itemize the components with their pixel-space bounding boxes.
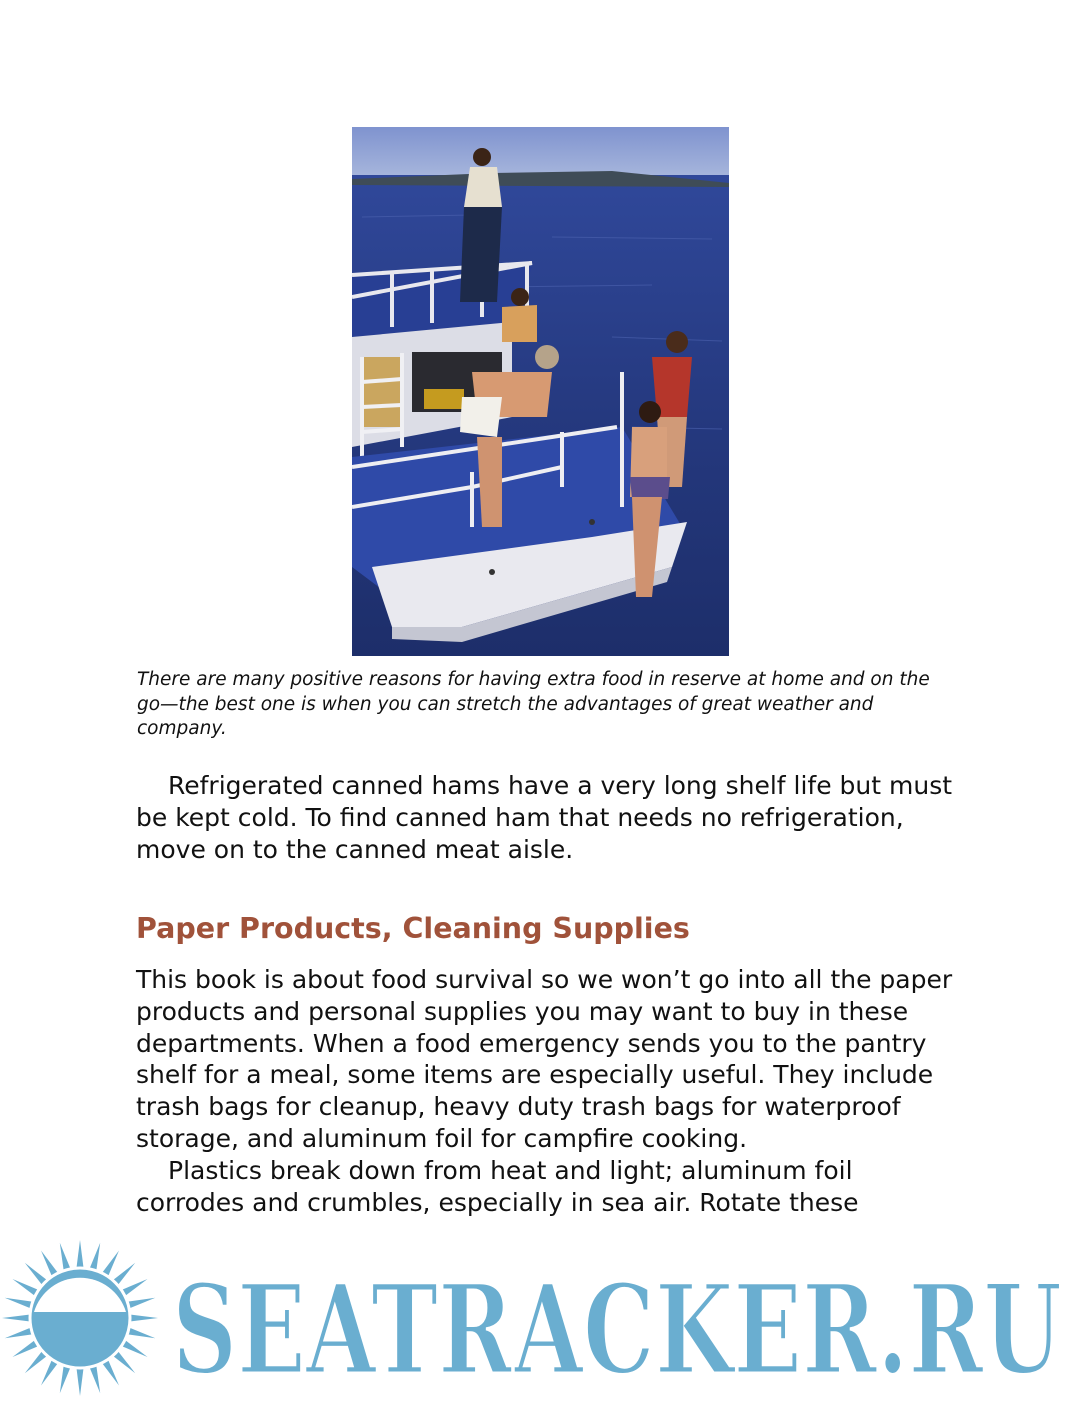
section-body (136, 964, 956, 1218)
section-heading: Paper Products, Cleaning Supplies (136, 912, 690, 945)
paragraph-food-survival: This book is about food survival so we won’t go into all the paper products and personal supplies you may want to buy in these departments. When a food emergency sends you to the pantry shelf for a meal, some items are especially useful. They include trash bags for cleanup, heavy duty trash bags for waterproof storage, and aluminum foil for campfire cooking. (136, 965, 953, 1153)
paragraph-canned-hams: Refrigerated canned hams have a very long shelf life but must be kept cold. To find canned ham that needs no refrigeration, move on to the canned meat aisle. (136, 771, 953, 864)
watermark (0, 1240, 1080, 1397)
sun-logo-icon (2, 1240, 158, 1396)
paragraph-plastics: Plastics break down from heat and light; aluminum foil corrodes and crumbles, especially in sea air. Rotate these (136, 1155, 859, 1217)
body-paragraph (136, 770, 956, 865)
photo-caption: There are many positive reasons for having extra food in reserve at home and on the go—the best one is when you can stretch the advantages of great weather and company. (137, 669, 930, 739)
watermark-text: SEATRACKER.RU (172, 1258, 1062, 1397)
houseboat-photo (352, 127, 729, 656)
